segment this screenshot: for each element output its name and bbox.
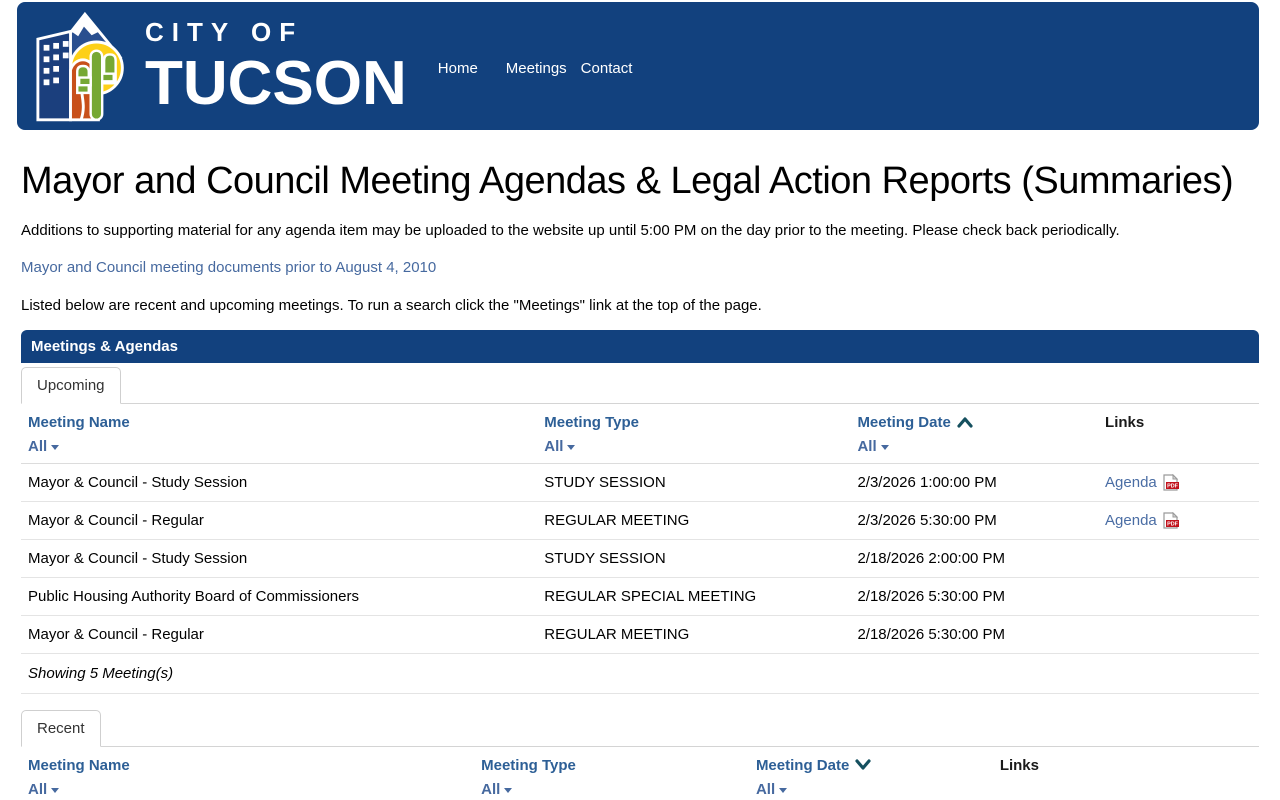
agenda-link[interactable]: Agenda (1105, 512, 1157, 530)
filter-meeting-name[interactable]: All (28, 781, 59, 798)
meeting-links-cell (1098, 464, 1259, 502)
meeting-links-cell (1098, 502, 1259, 540)
sort-ascending-chevron-icon (957, 416, 973, 428)
page-title: Mayor and Council Meeting Agendas & Legal Action Reports (Summaries) (21, 160, 1234, 202)
filter-meeting-date[interactable]: All (756, 781, 787, 798)
panel-heading-meetings-agendas: Meetings & Agendas (21, 330, 1259, 363)
recent-section (21, 710, 1259, 800)
sort-meeting-type[interactable]: Meeting Type (544, 414, 639, 432)
svg-text:PDF: PDF (1166, 483, 1178, 490)
table-row (21, 540, 1259, 578)
nav-contact[interactable]: Contact (580, 59, 633, 77)
recent-tabs (21, 710, 1259, 747)
meeting-links-cell (1098, 578, 1259, 616)
meeting-name-cell: Mayor & Council - Regular (21, 616, 537, 654)
meeting-type-cell: REGULAR MEETING (537, 616, 850, 654)
table-row (21, 502, 1259, 540)
archive-paragraph (21, 259, 1259, 277)
upcoming-header-row (21, 404, 1259, 464)
tab-recent[interactable]: Recent (21, 710, 101, 747)
logo-tucson: TUCSON (145, 49, 407, 118)
main-nav (431, 56, 640, 81)
recent-meetings-table (21, 747, 1259, 800)
dropdown-caret-icon (51, 788, 59, 793)
meeting-type-cell: STUDY SESSION (537, 540, 850, 578)
logo-city-of: CITY OF (145, 17, 304, 47)
table-footer-row (21, 654, 1259, 694)
dropdown-caret-icon (779, 788, 787, 793)
sort-meeting-name[interactable]: Meeting Name (28, 757, 130, 775)
tab-upcoming[interactable]: Upcoming (21, 367, 121, 404)
meeting-name-cell: Mayor & Council - Study Session (21, 540, 537, 578)
links-column-header: Links (999, 757, 1039, 775)
meeting-date-cell: 2/18/2026 2:00:00 PM (850, 540, 1098, 578)
nav-home[interactable]: Home (437, 59, 478, 77)
nav-meetings[interactable]: Meetings (505, 59, 567, 77)
listed-paragraph: Listed below are recent and upcoming meetings. To run a search click the "Meetings" link at the top of the page. (21, 297, 762, 315)
meeting-date-cell: 2/3/2026 5:30:00 PM (850, 502, 1098, 540)
site-header (17, 2, 1259, 130)
intro-paragraph: Additions to supporting material for any agenda item may be uploaded to the website up until 5:00 PM on the day prior to the meeting. Please check back periodically. (21, 222, 1120, 240)
meeting-date-cell: 2/3/2026 1:00:00 PM (850, 464, 1098, 502)
dropdown-caret-icon (881, 445, 889, 450)
city-of-tucson-logo[interactable] (35, 10, 407, 122)
meeting-type-cell: REGULAR MEETING (537, 502, 850, 540)
meeting-date-cell: 2/18/2026 5:30:00 PM (850, 578, 1098, 616)
meeting-links-cell (1098, 540, 1259, 578)
meeting-type-cell: STUDY SESSION (537, 464, 850, 502)
agenda-link[interactable]: Agenda (1105, 474, 1157, 492)
dropdown-caret-icon (51, 445, 59, 450)
main-content (0, 156, 1280, 800)
archive-documents-link[interactable]: Mayor and Council meeting documents prior to August 4, 2010 (21, 259, 437, 277)
meeting-type-cell: REGULAR SPECIAL MEETING (537, 578, 850, 616)
table-row (21, 464, 1259, 502)
upcoming-meetings-table (21, 404, 1259, 694)
dropdown-caret-icon (567, 445, 575, 450)
filter-meeting-date[interactable]: All (857, 438, 888, 455)
filter-meeting-type[interactable]: All (544, 438, 575, 455)
logo-wordmark (145, 17, 407, 118)
sort-meeting-date[interactable]: Meeting Date (857, 414, 972, 431)
table-row (21, 578, 1259, 616)
svg-text:PDF: PDF (1166, 521, 1178, 528)
showing-count-text: Showing 5 Meeting(s) (21, 654, 1259, 694)
sort-meeting-name[interactable]: Meeting Name (28, 414, 130, 432)
pdf-file-icon[interactable] (1162, 512, 1179, 529)
filter-meeting-type[interactable]: All (481, 781, 512, 798)
meeting-links-cell (1098, 616, 1259, 654)
meeting-name-cell: Mayor & Council - Regular (21, 502, 537, 540)
meeting-name-cell: Mayor & Council - Study Session (21, 464, 537, 502)
links-column-header: Links (1105, 414, 1145, 432)
recent-header-row (21, 747, 1259, 800)
meeting-date-cell: 2/18/2026 5:30:00 PM (850, 616, 1098, 654)
sort-meeting-type[interactable]: Meeting Type (481, 757, 576, 775)
filter-meeting-name[interactable]: All (28, 438, 59, 455)
table-row (21, 616, 1259, 654)
dropdown-caret-icon (504, 788, 512, 793)
sort-descending-chevron-icon (855, 759, 871, 771)
pdf-file-icon[interactable] (1162, 474, 1179, 491)
upcoming-tabs (21, 367, 1259, 404)
sort-meeting-date[interactable]: Meeting Date (756, 757, 871, 774)
meeting-name-cell: Public Housing Authority Board of Commissioners (21, 578, 537, 616)
tucson-logo-icon (35, 10, 131, 122)
